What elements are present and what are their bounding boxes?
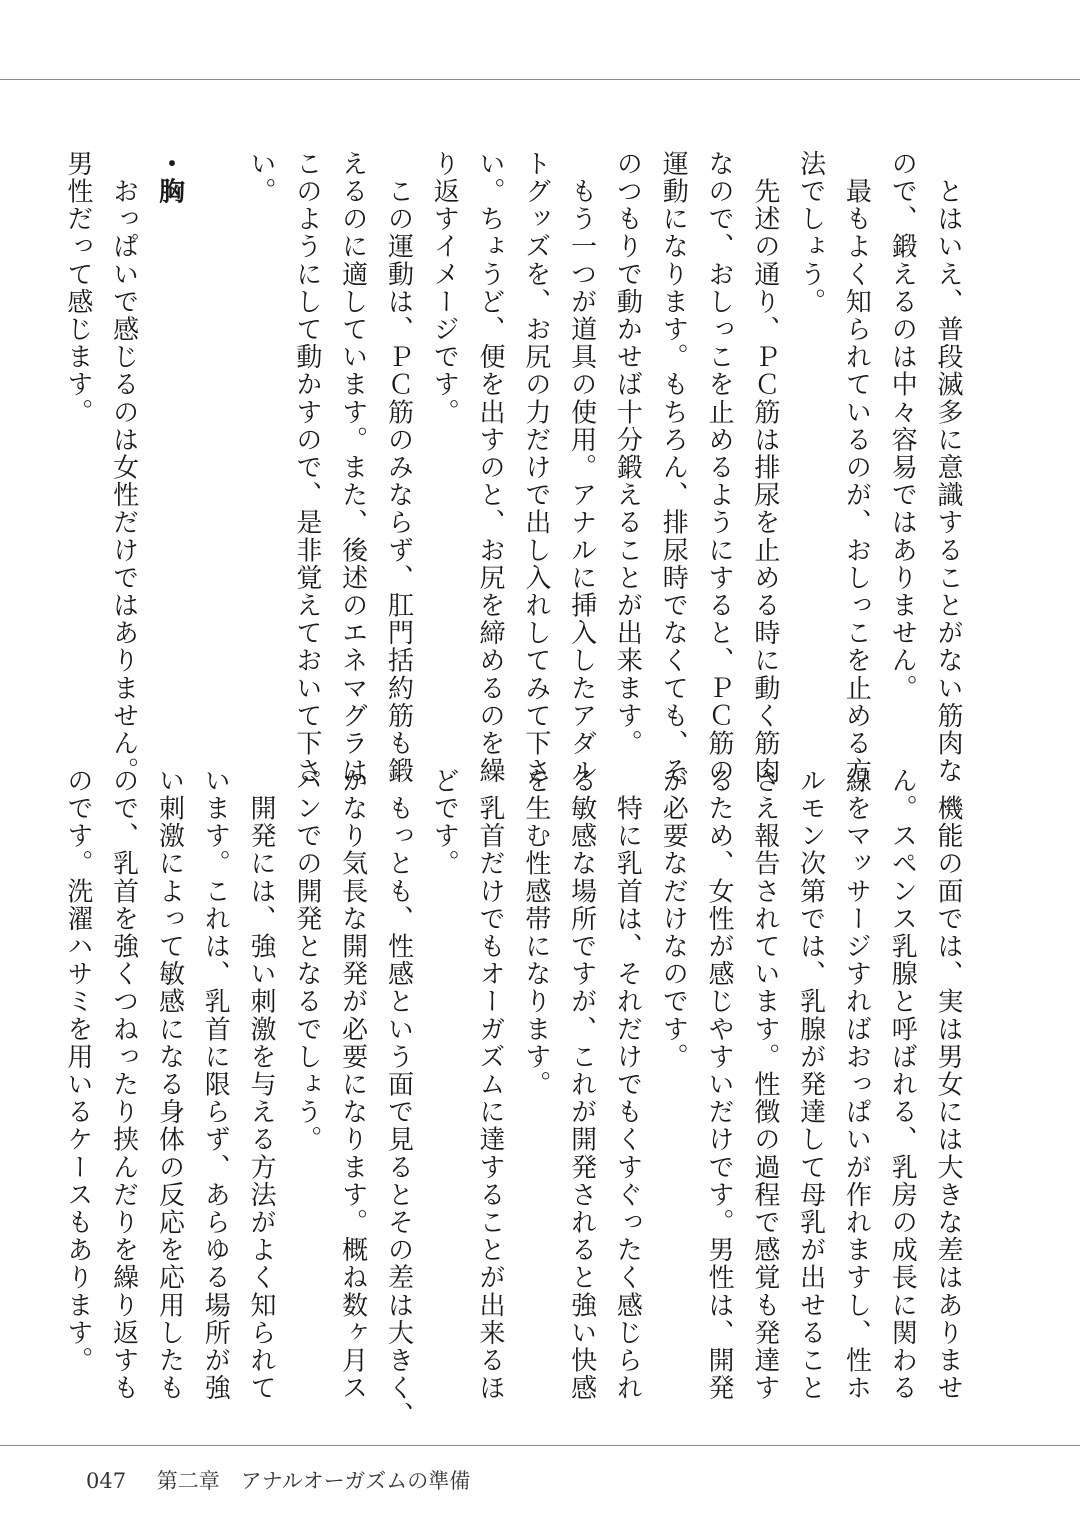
text-column: ルモン次第では、乳腺が発達して母乳が出せること <box>795 767 826 1402</box>
page-footer <box>86 1465 470 1495</box>
text-column: えるのに適しています。また、後述のエネマグラは <box>337 150 368 785</box>
text-column: います。これは、乳首に限らず、あらゆる場所が強 <box>200 767 231 1402</box>
text-column: を生む性感帯になります。 <box>520 767 551 1099</box>
blank-column <box>191 150 237 785</box>
text-column: この運動は、ＰＣ筋のみならず、肛門括約筋も鍛 <box>383 150 414 785</box>
upper-text-block <box>54 150 970 785</box>
text-column: い。 <box>246 150 277 206</box>
text-column: ので、鍛えるのは中々容易ではありません。 <box>887 150 918 702</box>
text-column: 男性だって感じます。 <box>62 150 93 426</box>
text-column: このようにして動かすので、是非覚えておいて下さ <box>291 150 322 785</box>
text-column: なので、おしっこを止めるようにすると、ＰＣ筋の <box>704 150 735 785</box>
text-column: るため、女性が感じやすいだけです。男性は、開発 <box>704 767 735 1402</box>
page-number: 047 <box>86 1469 127 1493</box>
text-column: ん。スペンス乳腺と呼ばれる、乳房の成長に関わる <box>887 767 918 1402</box>
text-column: が必要なだけなのです。 <box>658 767 689 1071</box>
text-column: もっとも、性感という面で見るとその差は大きく、 <box>383 767 414 1430</box>
text-column: 特に乳首は、それだけでもくすぐったく感じられ <box>612 767 643 1402</box>
section-heading-chest: ・胸 <box>154 150 185 206</box>
lower-text-block <box>54 767 970 1429</box>
text-column: 開発には、強い刺激を与える方法がよく知られて <box>246 767 277 1402</box>
text-column: のです。洗濯ハサミを用いるケースもあります。 <box>62 767 93 1375</box>
text-column: さえ報告されています。性徴の過程で感覚も発達す <box>749 767 780 1402</box>
text-column: ので、乳首を強くつねったり挟んだりを繰り返すも <box>108 767 139 1402</box>
text-column: おっぱいで感じるのは女性だけではありません。 <box>108 150 139 785</box>
text-column: 運動になります。もちろん、排尿時でなくても、そ <box>658 150 689 785</box>
text-column: い。ちょうど、便を出すのと、お尻を締めるのを繰 <box>475 150 506 785</box>
text-column: 機能の面では、実は男女には大きな差はありませ <box>933 767 963 1402</box>
header-rule <box>0 79 1080 80</box>
text-column: 最もよく知られているのが、おしっこを止める方 <box>841 150 872 785</box>
text-column: 法でしょう。 <box>795 150 826 316</box>
text-column: のつもりで動かせば十分鍛えることが出来ます。 <box>612 150 643 758</box>
text-column: パンでの開発となるでしょう。 <box>291 767 322 1154</box>
text-column: り返すイメージです。 <box>429 150 460 426</box>
chapter-title: 第二章 アナルオーガズムの準備 <box>156 1469 471 1493</box>
text-column: 乳首だけでもオーガズムに達することが出来るほ <box>475 767 506 1402</box>
text-column: 線をマッサージすればおっぱいが作れますし、性ホ <box>841 767 872 1402</box>
footer-rule <box>0 1445 1080 1446</box>
text-column: かなり気長な開発が必要になります。概ね数ヶ月ス <box>337 767 368 1402</box>
text-column: 先述の通り、ＰＣ筋は排尿を止める時に動く筋肉 <box>749 150 780 785</box>
text-column: い刺激によって敏感になる身体の反応を応用したも <box>154 767 185 1402</box>
text-column: トグッズを、お尻の力だけで出し入れしてみて下さ <box>520 150 551 785</box>
text-column: もう一つが道具の使用。アナルに挿入したアダル <box>566 150 597 785</box>
text-column: とはいえ、普段滅多に意識することがない筋肉な <box>933 150 963 785</box>
text-column: どです。 <box>429 767 460 878</box>
text-column: る敏感な場所ですが、これが開発されると強い快感 <box>566 767 597 1402</box>
